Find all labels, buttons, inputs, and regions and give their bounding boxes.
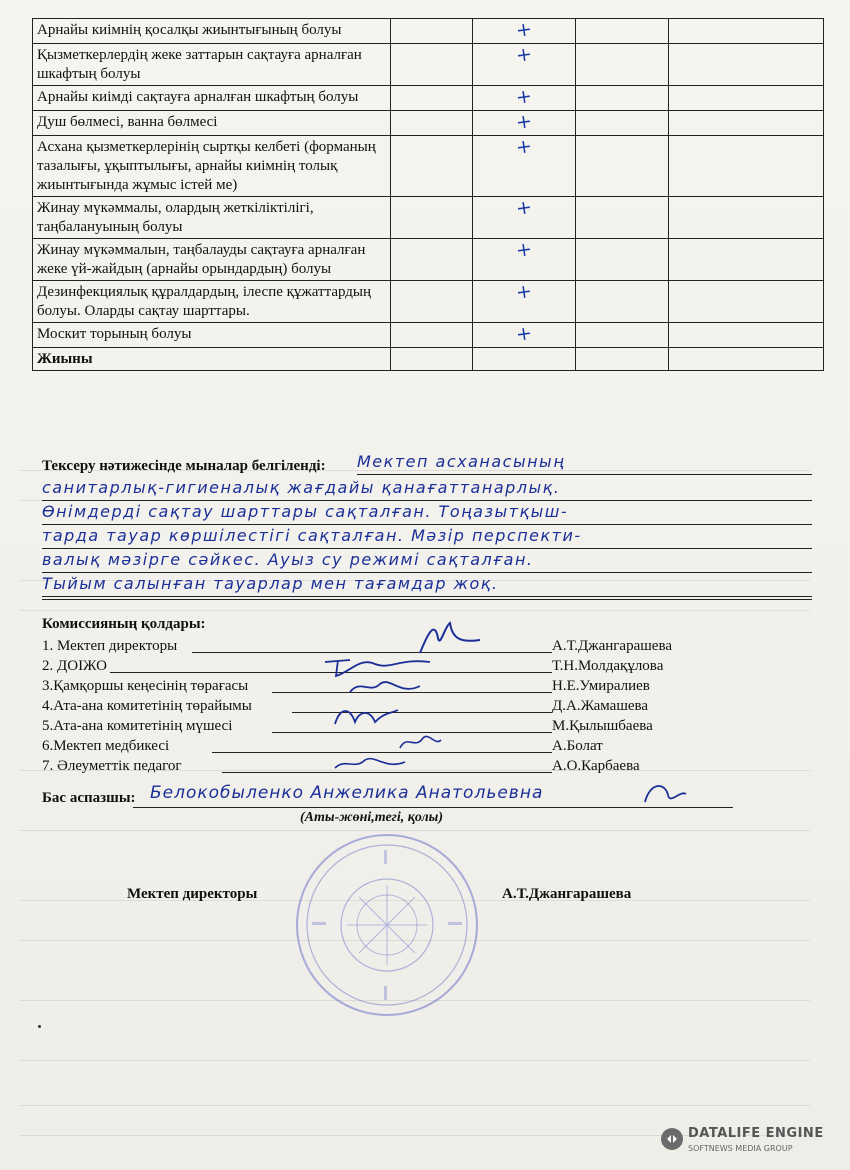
checklist-row [33, 239, 824, 281]
member-name: А.Болат [552, 738, 603, 754]
signature-parent-chair [330, 702, 400, 732]
member-name: М.Қылышбаева [552, 718, 653, 734]
check-mark: + [514, 196, 534, 221]
empty-cell [668, 44, 823, 86]
check-mark: + [514, 85, 534, 110]
commission-member-row [42, 698, 812, 718]
total-label: Жиыны [33, 348, 391, 371]
check-mark: + [514, 135, 534, 160]
member-role: 5.Ата-ана комитетінің мүшесі [42, 718, 233, 734]
findings-line: Өнімдерді сақтау шарттары сақталған. Тоңазытқыш- [42, 502, 812, 525]
empty-cell [668, 348, 823, 371]
mark-cell [473, 197, 576, 239]
criterion-cell: Қызметкерлердің жеке заттарын сақтауға арналған шкафтың болуы [33, 44, 391, 86]
empty-cell [576, 136, 669, 197]
member-role: 7. Әлеуметтік педагог [42, 758, 182, 774]
empty-cell [391, 111, 473, 136]
empty-cell [391, 136, 473, 197]
empty-cell [576, 323, 669, 348]
member-role: 1. Мектеп директоры [42, 638, 178, 654]
datalife-logo-icon [660, 1127, 684, 1151]
criterion-cell: Жинау мүкәммалы, олардың жеткіліктілігі, таңбалануының болуы [33, 197, 391, 239]
checklist-row [33, 19, 824, 44]
signature-board-chair [345, 674, 425, 700]
checklist-row [33, 111, 824, 136]
criterion-cell: Арнайы киімді сақтауға арналған шкафтың болуы [33, 86, 391, 111]
checklist-row [33, 281, 824, 323]
mark-cell [473, 239, 576, 281]
criterion-cell: Арнайы киімнің қосалқы жиынтығының болуы [33, 19, 391, 44]
empty-cell [473, 348, 576, 371]
empty-cell [668, 136, 823, 197]
member-role: 2. ДОІЖО [42, 658, 107, 674]
empty-cell [668, 111, 823, 136]
empty-cell [668, 281, 823, 323]
empty-cell [576, 19, 669, 44]
empty-cell [668, 86, 823, 111]
empty-cell [576, 348, 669, 371]
empty-cell [576, 281, 669, 323]
watermark-subtitle: SOFTNEWS MEDIA GROUP [688, 1144, 793, 1153]
signature-social-pedagogue [330, 752, 410, 776]
watermark-title: DATALIFE ENGINE [688, 1126, 824, 1141]
empty-cell [668, 197, 823, 239]
findings-line: валық мәзірге сәйкес. Ауыз су режимі сақталған. [42, 550, 812, 573]
signature-nurse [395, 730, 445, 754]
member-name: Т.Н.Молдақұлова [552, 658, 664, 674]
mark-cell [473, 111, 576, 136]
member-role: 6.Мектеп медбикесі [42, 738, 170, 754]
findings-line: санитарлық-гигиеналық жағдайы қанағаттанарлық. [42, 478, 812, 501]
official-stamp [292, 830, 482, 1020]
check-mark: + [514, 18, 534, 43]
empty-cell [391, 239, 473, 281]
findings-label: Тексеру нәтижесінде мыналар белгіленді: [42, 458, 326, 474]
empty-cell [668, 239, 823, 281]
mark-cell [473, 323, 576, 348]
empty-cell [668, 19, 823, 44]
director-label: Мектеп директоры [127, 886, 258, 902]
criterion-cell: Асхана қызметкерлерінің сыртқы келбеті (форманың тазалығы, ұқыптылығы, арнайы киімнің толық жиынтығында жұмыс істей ме) [33, 136, 391, 197]
empty-cell [391, 197, 473, 239]
member-name: А.Т.Джангарашева [552, 638, 672, 654]
empty-cell [391, 44, 473, 86]
checklist-row [33, 44, 824, 86]
criterion-cell: Душ бөлмесі, ванна бөлмесі [33, 111, 391, 136]
empty-cell [576, 239, 669, 281]
check-mark: + [514, 322, 534, 347]
ink-dot [38, 1025, 41, 1028]
empty-cell [576, 86, 669, 111]
head-chef-caption: (Аты-жөні,тегі, қолы) [300, 810, 444, 825]
empty-cell [668, 323, 823, 348]
mark-cell [473, 19, 576, 44]
head-chef-label: Бас аспазшы: [42, 790, 136, 806]
check-mark: + [514, 110, 534, 135]
commission-title: Комиссияның қолдары: [42, 616, 206, 632]
check-mark: + [514, 280, 534, 305]
checklist-table [32, 18, 824, 371]
checklist-row [33, 136, 824, 197]
mark-cell [473, 281, 576, 323]
criterion-cell: Жинау мүкәммалын, таңбалауды сақтауға арналған жеке үй-жайдың (арнайы орындардың) болуы [33, 239, 391, 281]
findings-line: Тыйым салынған тауарлар мен тағамдар жоқ. [42, 574, 812, 597]
empty-cell [391, 323, 473, 348]
findings-line: Мектеп асханасының [357, 452, 812, 475]
director-name: А.Т.Джангарашева [502, 886, 632, 902]
member-role: 3.Қамқоршы кеңесінің төрағасы [42, 678, 249, 694]
empty-cell [391, 281, 473, 323]
criterion-cell: Дезинфекциялық құралдардың, ілеспе құжаттардың болуы. Оларды сақтау шарттары. [33, 281, 391, 323]
signature-head-chef [640, 780, 690, 810]
member-name: Н.Е.Умиралиев [552, 678, 650, 694]
member-name: Д.А.Жамашева [552, 698, 649, 714]
mark-cell [473, 86, 576, 111]
mark-cell [473, 136, 576, 197]
checklist-row [33, 86, 824, 111]
head-chef-name: Белокобыленко Анжелика Анатольевна [150, 783, 544, 803]
criterion-cell: Москит торының болуы [33, 323, 391, 348]
findings-line: тарда тауар көршілестігі сақталған. Мәзір перспекти- [42, 526, 812, 549]
datalife-watermark [660, 1124, 840, 1164]
findings-blank-line [42, 598, 812, 600]
commission-member-row [42, 758, 812, 778]
check-mark: + [514, 43, 534, 68]
member-name: А.О.Карбаева [552, 758, 640, 774]
empty-cell [391, 348, 473, 371]
empty-cell [576, 197, 669, 239]
empty-cell [576, 111, 669, 136]
mark-cell [473, 44, 576, 86]
member-role: 4.Ата-ана комитетінің төрайымы [42, 698, 252, 714]
check-mark: + [514, 238, 534, 263]
checklist-row [33, 197, 824, 239]
empty-cell [391, 86, 473, 111]
empty-cell [576, 44, 669, 86]
checklist-row [33, 323, 824, 348]
empty-cell [391, 19, 473, 44]
checklist-total-row [33, 348, 824, 371]
